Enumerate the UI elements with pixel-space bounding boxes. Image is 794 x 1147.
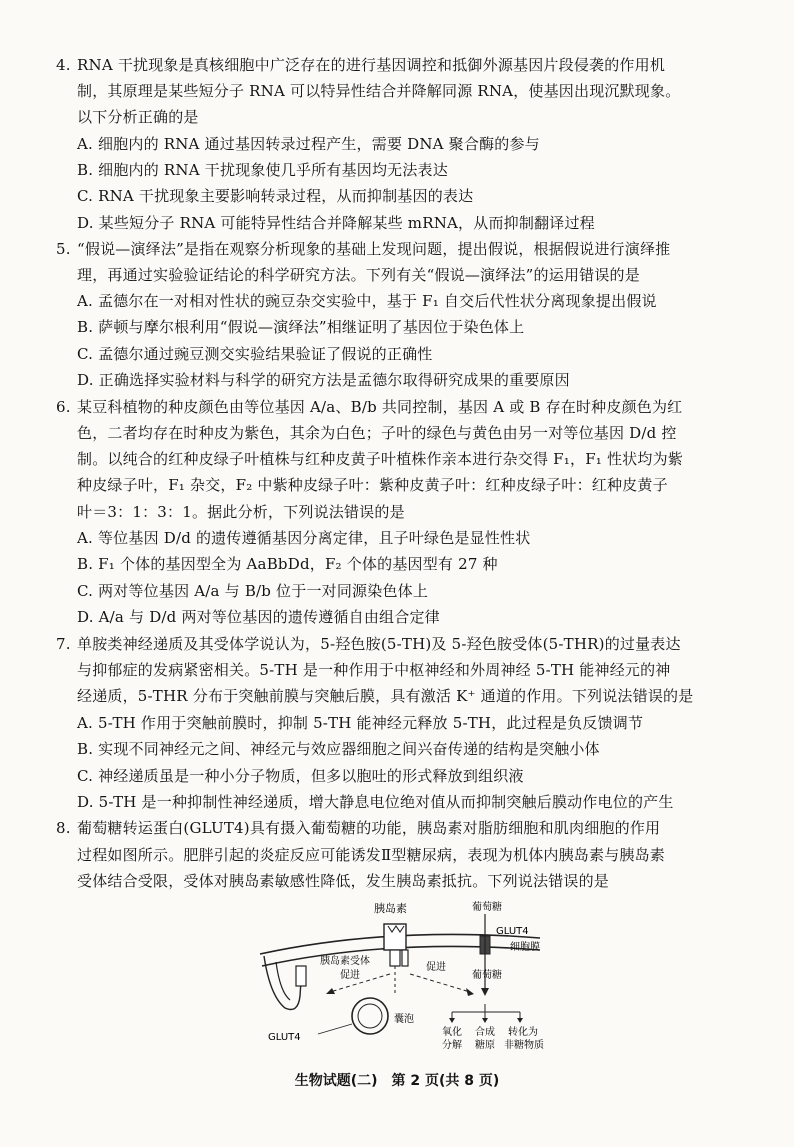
label-glut4-left: GLUT4 bbox=[268, 1032, 301, 1043]
label-membrane: 细胞膜 bbox=[510, 942, 540, 953]
label-glucose-top: 葡萄糖 bbox=[472, 902, 502, 913]
label-promote-right: 促进 bbox=[426, 962, 446, 973]
question-4-option-d: D. 某些短分子 RNA 可能特异性结合并降解某些 mRNA，从而抑制翻译过程 bbox=[77, 214, 595, 232]
question-6-option-a: A. 等位基因 D/d 的遗传遵循基因分离定律，且子叶绿色是显性性状 bbox=[77, 529, 531, 547]
label-decomposition: 分解 bbox=[442, 1040, 462, 1051]
question-6-line-5: 叶＝3：1：3：1。据此分析，下列说法错误的是 bbox=[77, 503, 405, 521]
question-7-line-1: 7. 单胺类神经递质及其受体学说认为，5-羟色胺(5-TH)及 5-羟色胺受体(5-THR)的过量表达 bbox=[56, 631, 706, 657]
question-8-line-1: 8. 葡萄糖转运蛋白(GLUT4)具有摄入葡萄糖的功能，胰岛素对脂肪细胞和肌肉细胞的作用 bbox=[56, 815, 706, 841]
label-insulin: 胰岛素 bbox=[374, 902, 407, 915]
label-vesicle: 囊泡 bbox=[394, 1014, 414, 1025]
question-4-line-2: 制，其原理是某些短分子 RNA 可以特异性结合并降解同源 RNA，使基因出现沉默现象。 bbox=[77, 82, 681, 100]
question-5-line-1: 5. “假说—演绎法”是指在观察分析现象的基础上发现问题，提出假说，根据假说进行演绎推 bbox=[56, 236, 706, 262]
label-receptor: 胰岛素受体 bbox=[320, 956, 370, 967]
question-5-option-d: D. 正确选择实验材料与科学的研究方法是孟德尔取得研究成果的重要原因 bbox=[77, 371, 570, 389]
question-7-line-3: 经递质，5-THR 分布于突触前膜与突触后膜，具有激活 K⁺ 通道的作用。下列说法错误的是 bbox=[77, 687, 694, 705]
promote-arrow-left bbox=[330, 974, 390, 992]
label-glycogen: 糖原 bbox=[475, 1040, 495, 1051]
question-5-line-2: 理，再通过实验验证结论的科学研究方法。下列有关“假说—演绎法”的运用错误的是 bbox=[77, 266, 640, 284]
label-oxidation: 氧化 bbox=[442, 1027, 462, 1038]
insulin-glut4-diagram bbox=[240, 896, 580, 1056]
question-6-line-3: 制。以纯合的红种皮绿子叶植株与红种皮黄子叶植株作亲本进行杂交得 F₁，F₁ 性状均为紫 bbox=[77, 450, 683, 468]
label-synthesis: 合成 bbox=[475, 1027, 495, 1038]
question-7-option-c: C. 神经递质虽是一种小分子物质，但多以胞吐的形式释放到组织液 bbox=[77, 767, 524, 785]
question-7-option-a: A. 5-TH 作用于突触前膜时，抑制 5-TH 能神经元释放 5-TH，此过程是负反馈调节 bbox=[77, 714, 644, 732]
receptor-base-icon bbox=[402, 950, 408, 966]
label-non-sugar: 非糖物质 bbox=[504, 1040, 544, 1051]
question-number: 7. bbox=[56, 635, 71, 653]
label-glut4-right: GLUT4 bbox=[496, 926, 529, 937]
question-7-option-b: B. 实现不同神经元之间、神经元与效应器细胞之间兴奋传递的结构是突触小体 bbox=[77, 740, 600, 758]
question-7-option-d: D. 5-TH 是一种抑制性神经递质，增大静息电位绝对值从而抑制突触后膜动作电位的产生 bbox=[77, 793, 674, 811]
question-6-option-b: B. F₁ 个体的基因型全为 AaBbDd，F₂ 个体的基因型有 27 种 bbox=[77, 555, 498, 573]
question-4-option-a: A. 细胞内的 RNA 通过基因转录过程产生，需要 DNA 聚合酶的参与 bbox=[77, 135, 540, 153]
question-8-line-2: 过程如图所示。肥胖引起的炎症反应可能诱发Ⅱ型糖尿病，表现为机体内胰岛素与胰岛素 bbox=[77, 846, 665, 864]
question-number: 4. bbox=[56, 56, 71, 74]
vesicle-icon bbox=[352, 998, 388, 1034]
question-4-option-c: C. RNA 干扰现象主要影响转录过程，从而抑制基因的表达 bbox=[77, 187, 474, 205]
glut4-fold-icon bbox=[296, 966, 306, 986]
question-4-line-3: 以下分析正确的是 bbox=[77, 108, 199, 126]
question-6-option-d: D. A/a 与 D/d 两对等位基因的遗传遵循自由组合定律 bbox=[77, 608, 440, 626]
question-number: 8. bbox=[56, 819, 71, 837]
question-5-option-c: C. 孟德尔通过豌豆测交实验结果验证了假说的正确性 bbox=[77, 345, 433, 363]
question-4-line-1: 4. RNA 干扰现象是真核细胞中广泛存在的进行基因调控和抵御外源基因片段侵袭的作用机 bbox=[56, 52, 706, 78]
promote-arrow-right bbox=[410, 974, 470, 992]
question-6-line-1: 6. 某豆科植物的种皮颜色由等位基因 A/a、B/b 共同控制，基因 A 或 B 存在时种皮颜色为红 bbox=[56, 394, 706, 420]
question-7-line-2: 与抑郁症的发病紧密相关。5-TH 是一种作用于中枢神经和外周神经 5-TH 能神经元的神 bbox=[77, 661, 671, 679]
question-6-line-4: 种皮绿子叶，F₁ 杂交，F₂ 中紫种皮绿子叶：紫种皮黄子叶：红种皮绿子叶：红种皮黄子 bbox=[77, 476, 668, 494]
question-5-option-b: B. 萨顿与摩尔根利用“假说—演绎法”相继证明了基因位于染色体上 bbox=[77, 318, 525, 336]
question-number: 5. bbox=[56, 240, 71, 258]
page-footer: 生物试题(二) 第 2 页(共 8 页) bbox=[294, 1073, 500, 1089]
question-number: 6. bbox=[56, 398, 71, 416]
question-8-line-3: 受体结合受限，受体对胰岛素敏感性降低，发生胰岛素抵抗。下列说法错误的是 bbox=[77, 872, 610, 890]
question-4-option-b: B. 细胞内的 RNA 干扰现象使几乎所有基因均无法表达 bbox=[77, 161, 448, 179]
label-promote-left: 促进 bbox=[340, 970, 360, 981]
question-6-line-2: 色，二者均存在时种皮为紫色，其余为白色；子叶的绿色与黄色由另一对等位基因 D/d 控 bbox=[77, 424, 677, 442]
label-convert: 转化为 bbox=[508, 1027, 538, 1038]
question-5-option-a: A. 孟德尔在一对相对性状的豌豆杂交实验中，基于 F₁ 自交后代性状分离现象提出假说 bbox=[77, 292, 657, 310]
question-6-option-c: C. 两对等位基因 A/a 与 B/b 位于一对同源染色体上 bbox=[77, 582, 429, 600]
label-glucose-inner: 葡萄糖 bbox=[472, 970, 502, 981]
